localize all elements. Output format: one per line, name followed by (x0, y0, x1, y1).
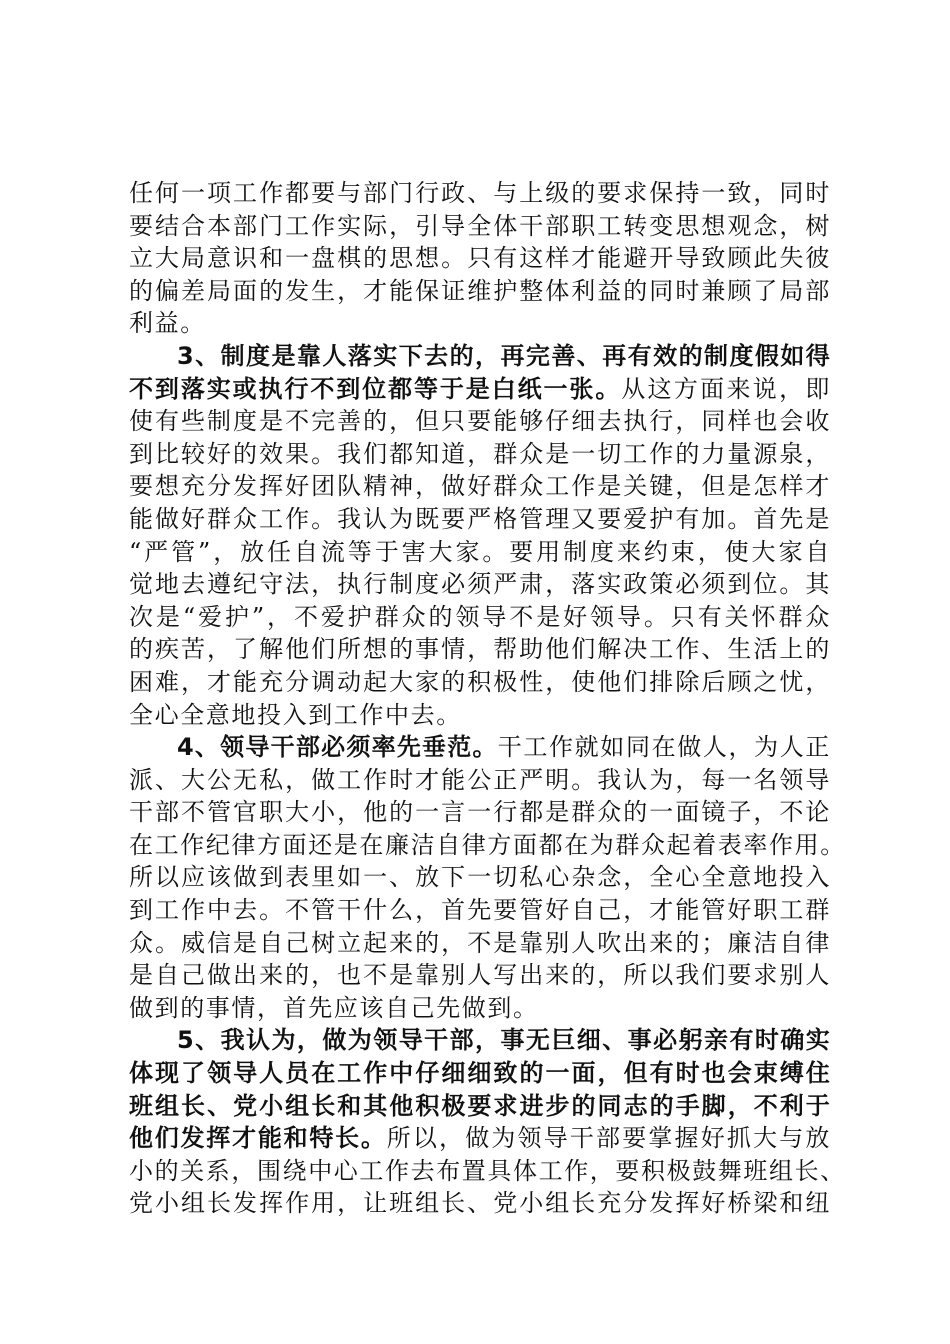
text-line (129, 210, 831, 243)
document-body (129, 177, 846, 1220)
text-line (129, 438, 831, 471)
text-run: 干工作就如同在做人，为人正 (497, 733, 831, 762)
text-run: 能做好群众工作。我认为既要严格管理又要爱护有加。首先是 (129, 504, 831, 533)
text-line (129, 1090, 831, 1123)
text-run: 全心全意地投入到工作中去。 (129, 700, 462, 729)
text-line (129, 340, 831, 373)
text-line (129, 373, 831, 406)
text-run: 立大局意识和一盘棋的思想。只有这样才能避开导致顾此失彼 (129, 244, 831, 273)
text-run: 从这方面来说，即 (621, 374, 831, 403)
text-line (129, 177, 831, 210)
text-run: 所以应该做到表里如一、放下一切私心杂念，全心全意地投入 (129, 863, 831, 892)
text-run: 所以，做为领导干部要掌握好抓大与放 (386, 1124, 832, 1153)
text-run: 次是“爱护”，不爱护群众的领导不是好领导。只有关怀群众 (129, 602, 831, 631)
text-line (129, 405, 831, 438)
text-run: 使有些制度是不完善的，但只要能够仔细去执行，同样也会收 (129, 407, 831, 436)
bold-text-run: 体现了领导人员在工作中仔细细致的一面，但有时也会束缚住 (129, 1059, 831, 1088)
text-line (129, 992, 831, 1025)
text-run: 做到的事情，首先应该自己先做到。 (129, 993, 539, 1022)
text-run: 困难，才能充分调动起大家的积极性，使他们排除后顾之忧， (129, 667, 831, 696)
text-line (129, 633, 831, 666)
text-line (129, 1122, 831, 1155)
text-run: 到比较好的效果。我们都知道，群众是一切工作的力量源泉， (129, 439, 831, 468)
text-run: 的偏差局面的发生，才能保证维护整体利益的同时兼顾了局部 (129, 276, 831, 305)
text-line (129, 861, 831, 894)
text-line (129, 731, 831, 764)
text-run: “严管”，放任自流等于害大家。要用制度来约束，使大家自 (129, 537, 831, 566)
text-line (129, 1024, 831, 1057)
text-run: 的疾苦，了解他们所想的事情，帮助他们解决工作、生活上的 (129, 635, 831, 664)
text-line (129, 666, 831, 699)
bold-text-run: 4、领导干部必须率先垂范。 (177, 733, 498, 762)
bold-text-run: 班组长、党小组长和其他积极要求进步的同志的手脚，不利于 (129, 1091, 831, 1120)
bold-text-run: 不到落实或执行不到位都等于是白纸一张。 (129, 374, 622, 403)
text-run: 到工作中去。不管干什么，首先要管好自己，才能管好职工群 (129, 896, 831, 925)
text-run: 众。威信是自己树立起来的，不是靠别人吹出来的；廉洁自律 (129, 928, 831, 957)
text-line (129, 536, 831, 569)
text-line (129, 764, 831, 797)
text-line (129, 503, 831, 536)
bold-text-run: 他们发挥才能和特长。 (129, 1124, 387, 1153)
text-line (129, 1057, 831, 1090)
text-line (129, 699, 831, 732)
text-line (129, 568, 831, 601)
text-run: 要想充分发挥好团队精神，做好群众工作是关键，但是怎样才 (129, 472, 831, 501)
text-line (129, 242, 831, 275)
text-run: 要结合本部门工作实际，引导全体干部职工转变思想观念，树 (129, 211, 831, 240)
text-line (129, 1155, 846, 1188)
text-run: 在工作纪律方面还是在廉洁自律方面都在为群众起着表率作用。 (129, 830, 846, 859)
text-run: 利益。 (129, 309, 206, 338)
text-line (129, 275, 831, 308)
text-line (129, 307, 831, 340)
text-run: 小的关系，围绕中心工作去布置具体工作，要积极鼓舞班组长、 (129, 1156, 846, 1185)
text-run: 是自己做出来的，也不是靠别人写出来的，所以我们要求别人 (129, 961, 831, 990)
text-line (129, 829, 846, 862)
text-line (129, 1187, 831, 1220)
bold-text-run: 3、制度是靠人落实下去的，再完善、再有效的制度假如得 (177, 341, 831, 370)
text-line (129, 927, 831, 960)
text-line (129, 959, 831, 992)
text-run: 派、大公无私，做工作时才能公正严明。我认为，每一名领导 (129, 765, 831, 794)
text-run: 党小组长发挥作用，让班组长、党小组长充分发挥好桥梁和纽 (129, 1189, 831, 1218)
text-run: 觉地去遵纪守法，执行制度必须严肃，落实政策必须到位。其 (129, 570, 831, 599)
text-line (129, 894, 831, 927)
text-line (129, 470, 831, 503)
text-run: 干部不管官职大小，他的一言一行都是群众的一面镜子，不论 (129, 798, 831, 827)
text-line (129, 796, 831, 829)
bold-text-run: 5、我认为，做为领导干部，事无巨细、事必躬亲有时确实 (177, 1026, 831, 1055)
text-line (129, 601, 831, 634)
text-run: 任何一项工作都要与部门行政、与上级的要求保持一致，同时 (129, 179, 831, 207)
